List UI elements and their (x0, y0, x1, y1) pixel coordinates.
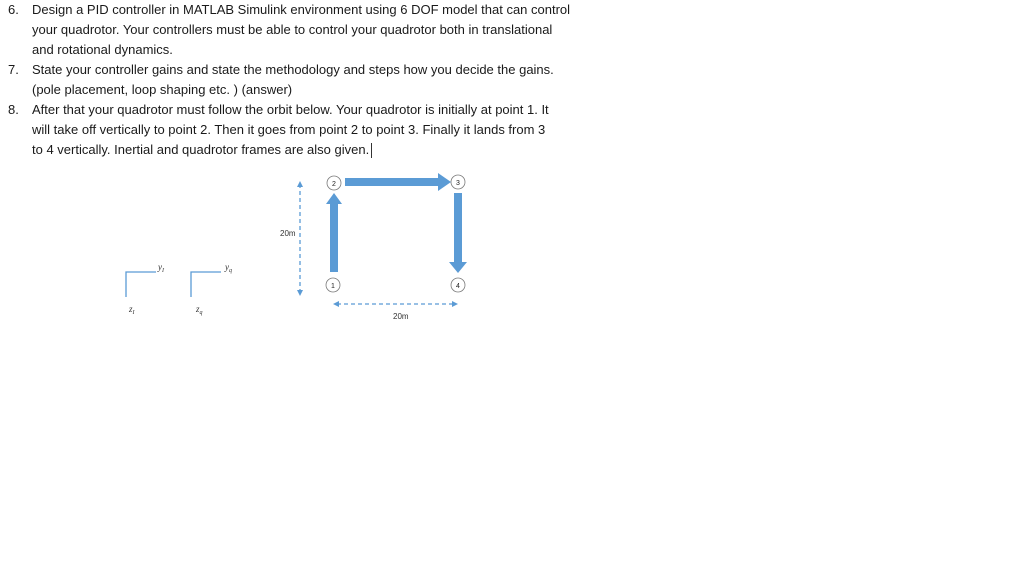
question-line: to 4 vertically. Inertial and quadrotor frames are also given. (32, 140, 632, 160)
point-label: 1 (331, 283, 335, 290)
inertial-z-label: $z_I$ (129, 304, 135, 316)
inertial-frame-axes (126, 272, 156, 297)
landing-arrow (449, 193, 467, 273)
question-line: State your controller gains and state the methodology and steps how you decide the gains. (32, 62, 554, 77)
quadrotor-frame-axes (191, 272, 221, 297)
question-number: 8. (8, 102, 19, 117)
question-number: 6. (8, 2, 19, 17)
takeoff-arrow (326, 193, 342, 272)
inertial-y-label: $y_I$ (158, 262, 164, 274)
horizontal-dimension-label: 20m (393, 312, 409, 321)
point-3 (451, 175, 465, 189)
point-2 (327, 176, 341, 190)
vertical-dimension (280, 181, 303, 296)
point-label: 2 (332, 181, 336, 188)
question-line: After that your quadrotor must follow the orbit below. Your quadrotor is initially at point 1. It (32, 102, 549, 117)
inertial-frame (126, 262, 165, 316)
point-1 (326, 278, 340, 292)
quadrotor-y-label: $y_q$ (225, 262, 232, 274)
question-line: your quadrotor. Your controllers must be able to control your quadrotor both in translational (32, 22, 553, 37)
question-line: Design a PID controller in MATLAB Simulink environment using 6 DOF model that can control (32, 2, 571, 17)
point-label: 4 (456, 283, 460, 290)
question-line: will take off vertically to point 2. Then it goes from point 2 to point 3. Finally it lands from 3 (32, 122, 546, 137)
vertical-dimension-label: 20m (280, 229, 296, 238)
quadrotor-frame (191, 262, 232, 316)
quadrotor-z-label: $z_q$ (196, 304, 203, 316)
question-line: (pole placement, loop shaping etc. ) (answer) (32, 82, 293, 97)
cruise-arrow (345, 173, 451, 191)
point-4 (451, 278, 465, 292)
horizontal-dimension (333, 301, 458, 321)
point-label: 3 (456, 180, 460, 187)
question-number: 7. (8, 62, 19, 77)
question-line: and rotational dynamics. (32, 42, 173, 57)
